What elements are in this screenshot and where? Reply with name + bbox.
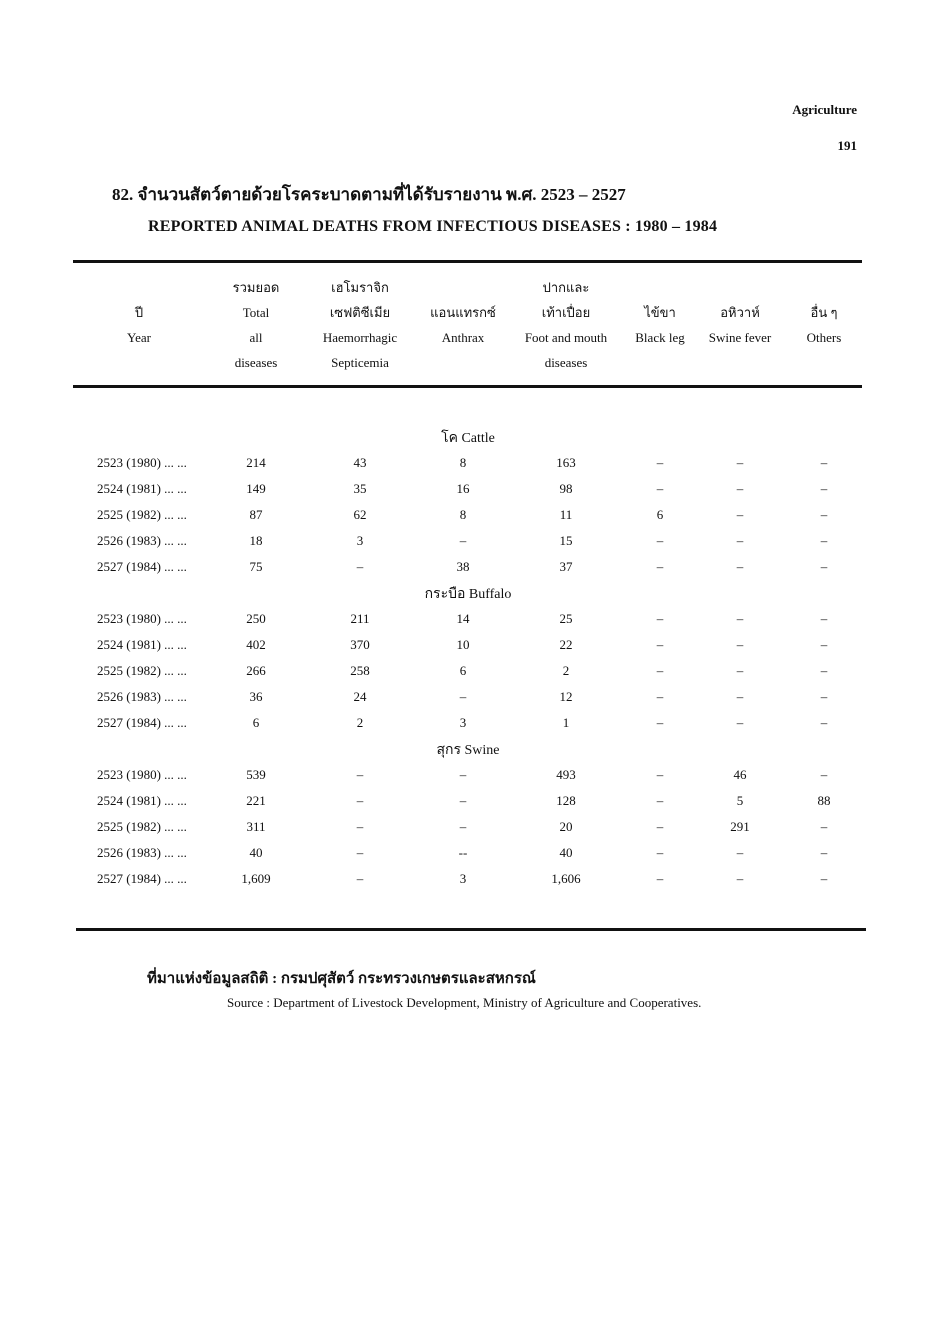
column-header-line: Septicemia	[331, 355, 389, 370]
row-value: –	[820, 663, 828, 678]
row-value: –	[656, 663, 664, 678]
row-value: 493	[556, 767, 576, 782]
row-value: 291	[730, 819, 750, 834]
column-header-line: diseases	[234, 355, 278, 370]
group-label: กระบือ Buffalo	[424, 587, 512, 602]
row-value: –	[656, 611, 664, 626]
row-year: 2527 (1984) ... ...	[97, 871, 187, 886]
row-value: 6	[459, 663, 467, 678]
column-header-line	[764, 350, 884, 375]
row-value: –	[356, 845, 364, 860]
column-header-line: Black leg	[635, 330, 685, 345]
row-value: –	[656, 533, 664, 548]
table-top-rule	[73, 260, 862, 263]
row-value: 3	[459, 715, 467, 730]
row-value: 62	[353, 507, 367, 522]
column-header-line: อื่น ๆ	[810, 305, 838, 320]
row-value: –	[736, 533, 744, 548]
row-value: –	[356, 767, 364, 782]
row-value: –	[656, 793, 664, 808]
column-header	[79, 275, 199, 375]
row-value: –	[656, 637, 664, 652]
column-header-line	[79, 275, 199, 300]
column-header-line: แอนแทรกซ์	[430, 305, 496, 320]
row-value: 2	[356, 715, 364, 730]
row-year: 2525 (1982) ... ...	[97, 663, 187, 678]
row-year: 2524 (1981) ... ...	[97, 793, 187, 808]
row-value: –	[356, 871, 364, 886]
row-year: 2523 (1980) ... ...	[97, 611, 187, 626]
row-value: 75	[249, 559, 263, 574]
column-header	[300, 275, 420, 375]
column-header-line: all	[249, 330, 263, 345]
row-value: 3	[356, 533, 364, 548]
column-header-line	[764, 275, 884, 300]
row-value: –	[820, 611, 828, 626]
row-value: 46	[733, 767, 747, 782]
row-value: –	[656, 715, 664, 730]
row-value: –	[820, 507, 828, 522]
row-value: –	[736, 871, 744, 886]
row-value: 5	[736, 793, 744, 808]
row-value: –	[820, 845, 828, 860]
column-header-line	[403, 350, 523, 375]
row-value: 25	[559, 611, 573, 626]
row-value: 266	[246, 663, 266, 678]
row-value: 15	[559, 533, 573, 548]
column-header-line: Total	[242, 305, 270, 320]
row-year: 2526 (1983) ... ...	[97, 845, 187, 860]
row-value: 14	[456, 611, 470, 626]
column-header-line: เฮโมราจิก	[331, 280, 389, 295]
row-value: 250	[246, 611, 266, 626]
row-value: –	[656, 559, 664, 574]
row-value: 1	[562, 715, 570, 730]
column-header-line: อหิวาห์	[720, 305, 760, 320]
row-value: –	[459, 819, 467, 834]
row-value: 211	[350, 611, 370, 626]
table-bottom-rule	[76, 928, 866, 931]
row-value: –	[736, 507, 744, 522]
row-value: –	[459, 689, 467, 704]
row-value: –	[736, 559, 744, 574]
row-value: 11	[559, 507, 573, 522]
row-value: 18	[249, 533, 263, 548]
header-bottom-rule	[73, 385, 862, 388]
row-value: –	[820, 715, 828, 730]
page-number: 191	[837, 138, 857, 153]
column-header-line: Swine fever	[708, 330, 772, 345]
row-year: 2525 (1982) ... ...	[97, 819, 187, 834]
column-header-line: Foot and mouth	[524, 330, 608, 345]
column-header-line: ปากและ	[542, 280, 590, 295]
row-value: –	[820, 455, 828, 470]
row-value: 6	[252, 715, 260, 730]
column-header	[403, 275, 523, 375]
column-header-line: ไข้ขา	[644, 305, 676, 320]
row-value: –	[356, 559, 364, 574]
row-value: –	[459, 533, 467, 548]
row-value: –	[656, 689, 664, 704]
row-value: –	[736, 611, 744, 626]
row-value: 370	[350, 637, 370, 652]
column-header-line: Year	[127, 330, 151, 345]
row-value: 8	[459, 455, 467, 470]
column-header-line: Others	[806, 330, 842, 345]
source-thai: ที่มาแห่งข้อมูลสถิติ : กรมปศุสัตว์ กระทรวงเกษตรและสหกรณ์	[147, 971, 536, 987]
row-value: 3	[459, 871, 467, 886]
row-value: 149	[246, 481, 266, 496]
row-value: 88	[817, 793, 831, 808]
row-value: 1,606	[551, 871, 581, 886]
row-value: 22	[559, 637, 573, 652]
row-value: –	[736, 455, 744, 470]
row-value: –	[736, 689, 744, 704]
row-value: 539	[246, 767, 266, 782]
column-header-line: Anthrax	[441, 330, 485, 345]
row-value: –	[656, 871, 664, 886]
column-header-line	[403, 275, 523, 300]
row-year: 2524 (1981) ... ...	[97, 481, 187, 496]
row-value: –	[820, 689, 828, 704]
row-value: –	[736, 715, 744, 730]
row-value: 10	[456, 637, 470, 652]
row-value: 43	[353, 455, 367, 470]
table-title-english: REPORTED ANIMAL DEATHS FROM INFECTIOUS DISEASES : 1980 – 1984	[148, 218, 718, 235]
row-value: 40	[559, 845, 573, 860]
column-header-line: diseases	[544, 355, 588, 370]
row-value: –	[820, 637, 828, 652]
row-value: 214	[246, 455, 266, 470]
source-english: Source : Department of Livestock Development, Ministry of Agriculture and Cooperatives.	[227, 995, 702, 1010]
table-title-thai: 82. จำนวนสัตว์ตายด้วยโรคระบาดตามที่ได้รับรายงาน พ.ศ. 2523 – 2527	[112, 185, 626, 204]
row-value: –	[656, 767, 664, 782]
row-value: –	[820, 767, 828, 782]
group-label: สุกร Swine	[436, 743, 500, 758]
column-header-line: เท้าเปื่อย	[541, 305, 591, 320]
column-header-line: Haemorrhagic	[322, 330, 398, 345]
column-header-line: เซฟติซีเมีย	[329, 305, 391, 320]
column-header	[764, 275, 884, 375]
row-value: 221	[246, 793, 266, 808]
row-value: --	[458, 845, 468, 860]
row-year: 2527 (1984) ... ...	[97, 715, 187, 730]
row-value: –	[820, 533, 828, 548]
row-value: 258	[350, 663, 370, 678]
row-value: –	[356, 819, 364, 834]
row-year: 2526 (1983) ... ...	[97, 533, 187, 548]
row-value: –	[820, 481, 828, 496]
row-value: 8	[459, 507, 467, 522]
row-value: –	[356, 793, 364, 808]
row-year: 2525 (1982) ... ...	[97, 507, 187, 522]
row-value: –	[736, 845, 744, 860]
row-value: –	[656, 845, 664, 860]
row-value: 40	[249, 845, 263, 860]
row-year: 2523 (1980) ... ...	[97, 455, 187, 470]
row-value: 98	[559, 481, 573, 496]
row-value: –	[656, 455, 664, 470]
row-value: –	[656, 819, 664, 834]
row-value: –	[736, 637, 744, 652]
row-value: 1,609	[241, 871, 271, 886]
row-value: –	[459, 793, 467, 808]
row-year: 2527 (1984) ... ...	[97, 559, 187, 574]
row-value: –	[820, 559, 828, 574]
row-value: 87	[249, 507, 263, 522]
section-name: Agriculture	[792, 102, 857, 117]
row-value: –	[820, 871, 828, 886]
row-year: 2526 (1983) ... ...	[97, 689, 187, 704]
row-value: 6	[656, 507, 664, 522]
row-value: 2	[562, 663, 570, 678]
row-value: 35	[353, 481, 367, 496]
row-value: 12	[559, 689, 573, 704]
column-header-line: รวมยอด	[232, 280, 280, 295]
group-label: โค Cattle	[441, 431, 495, 446]
row-year: 2523 (1980) ... ...	[97, 767, 187, 782]
row-value: –	[656, 481, 664, 496]
row-value: –	[820, 819, 828, 834]
row-value: 37	[559, 559, 573, 574]
row-year: 2524 (1981) ... ...	[97, 637, 187, 652]
row-value: 36	[249, 689, 263, 704]
row-value: 163	[556, 455, 576, 470]
row-value: 38	[456, 559, 470, 574]
column-header	[196, 275, 316, 375]
row-value: 311	[246, 819, 266, 834]
row-value: 402	[246, 637, 266, 652]
row-value: 24	[353, 689, 367, 704]
row-value: –	[736, 663, 744, 678]
row-value: 16	[456, 481, 470, 496]
row-value: 128	[556, 793, 576, 808]
column-header-line	[79, 350, 199, 375]
column-header-line: ปี	[134, 305, 144, 320]
row-value: 20	[559, 819, 573, 834]
row-value: –	[459, 767, 467, 782]
row-value: –	[736, 481, 744, 496]
